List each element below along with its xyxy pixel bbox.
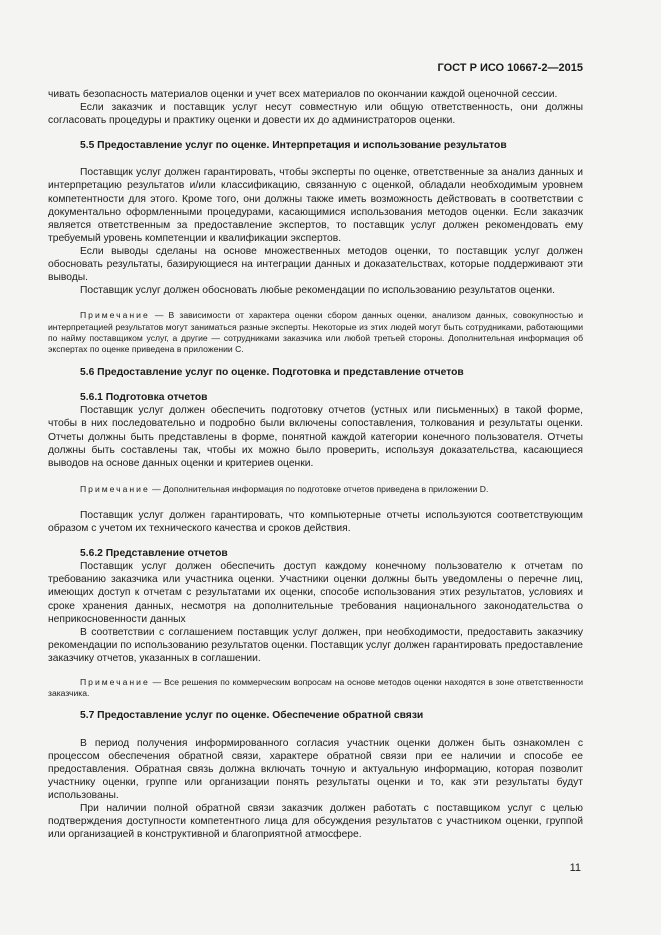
paragraph: В соответствии с соглашением поставщик услуг должен, при необходимости, предоставить заказчику рекомендации по использованию результатов оценки. Поставщик услуг должен гарантировать предоставление заказчику отчетов, указанных в соглашении. — [48, 626, 583, 664]
section-heading-5-6: 5.6 Предоставление услуг по оценке. Подготовка и представление отчетов — [80, 367, 464, 379]
paragraph: чивать безопасность материалов оценки и учет всех материалов по окончании каждой оценочной сессии. — [48, 89, 558, 100]
page-number: 11 — [569, 862, 581, 874]
note — [48, 677, 583, 699]
paragraph: Если выводы сделаны на основе множественных методов оценки, то поставщик услуг должен обосновать результаты, базирующиеся на интеграции данных и доказательствах, которые поддерживают эти выводы. — [48, 245, 583, 284]
section-heading-5-7: 5.7 Предоставление услуг по оценке. Обеспечение обратной связи — [80, 710, 424, 722]
paragraph: Поставщик услуг должен обосновать любые рекомендации по использованию результатов оценки. — [80, 285, 555, 297]
note-text: — В зависимости от характера оценки сбором данных оценки, анализом данных, совокупностью и интерпретацией результатов могут заниматься разные эксперты. Некоторые из этих людей могут быть сотрудниками, работающими по найму поставщиком услуг, а другие — сотрудниками заказчика или любой третьей стороны. Дополнительная информация об экспертах по оценке приведена в приложении С. — [48, 310, 583, 354]
document-body — [48, 88, 583, 841]
subsection-heading-5-6-1: 5.6.1 Подготовка отчетов — [80, 392, 208, 404]
paragraph: При наличии полной обратной связи заказчик должен работать с поставщиком услуг с целью подтверждения доступности компетентного лица для обсуждения результатов с участником оценки, группой или организацией в конструктивной и благоприятной атмосфере. — [48, 802, 583, 841]
note-label: Примечание — [80, 310, 150, 321]
document-standard-id: ГОСТ Р ИСО 10667-2—2015 — [437, 62, 583, 74]
paragraph: В период получения информированного согласия участник оценки должен быть ознакомлен с процессом обеспечения обратной связи, характере обратной связи при ее наличии и способе ее предоставления. Обратная связь должна включать точную и актуальную информацию, которая позволит участнику оценки, группе или организации понять результаты оценки и то, как эти результаты будут использованы. — [48, 737, 583, 801]
note — [48, 310, 583, 355]
subsection-heading-5-6-2: 5.6.2 Представление отчетов — [80, 548, 228, 560]
paragraph: Поставщик услуг должен гарантировать, что компьютерные отчеты используются соответствующим образом с учетом их технического качества и сроков действия. — [48, 509, 583, 535]
paragraph: Если заказчик и поставщик услуг несут совместную или общую ответственность, они должны согласовать процедуры и практику оценки и довести их до администраторов оценки. — [48, 102, 583, 127]
paragraph: Поставщик услуг должен обеспечить подготовку отчетов (устных или письменных) в такой форме, чтобы в них последовательно и подробно были включены сопоставления, толкования и результаты оценки. Отчеты должны быть представлены в форме, понятной каждой категории конечного пользователя. Отчеты должны быть составлены так, чтобы их можно было проверить, используя доказательства, касающиеся выводов на основе данных оценки и критериев оценки. — [48, 405, 583, 469]
paragraph: Поставщик услуг должен обеспечить доступ каждому конечному пользователю к отчетам по требованию заказчика или участника оценки. Участники оценки должны быть уведомлены о перечне лиц, имеющих доступ к отчетам с результатами их оценки, способе использования этих результатов, условиях и сроке хранения данных, несмотря на дополнительные требования национального законодательства о неприкосновенности данных — [48, 561, 583, 625]
note-label: Примечание — [80, 677, 150, 688]
note-text: — Все решения по коммерческим вопросам на основе методов оценки находятся в зоне ответственности заказчика. — [48, 677, 583, 699]
note-text: — Дополнительная информация по подготовке отчетов приведена в приложении D. — [149, 483, 489, 494]
note — [48, 484, 583, 495]
section-heading-5-5: 5.5 Предоставление услуг по оценке. Интерпретация и использование результатов — [80, 140, 507, 152]
paragraph: Поставщик услуг должен гарантировать, чтобы эксперты по оценке, ответственные за анализ данных и интерпретацию результатов и/или классификацию, связанную с оценкой, обладали необходимым уровнем компетентности для этого. Кроме того, они должны также иметь возможность действовать в соответствии с документально оформленными процедурами, касающимися использования методов оценки. Если заказчик является ответственным за предоставление экспертов, то поставщик услуг должен рекомендовать ему требуемый уровень компетенции и квалификации экспертов. — [48, 167, 583, 244]
note-label: Примечание — [80, 483, 150, 494]
